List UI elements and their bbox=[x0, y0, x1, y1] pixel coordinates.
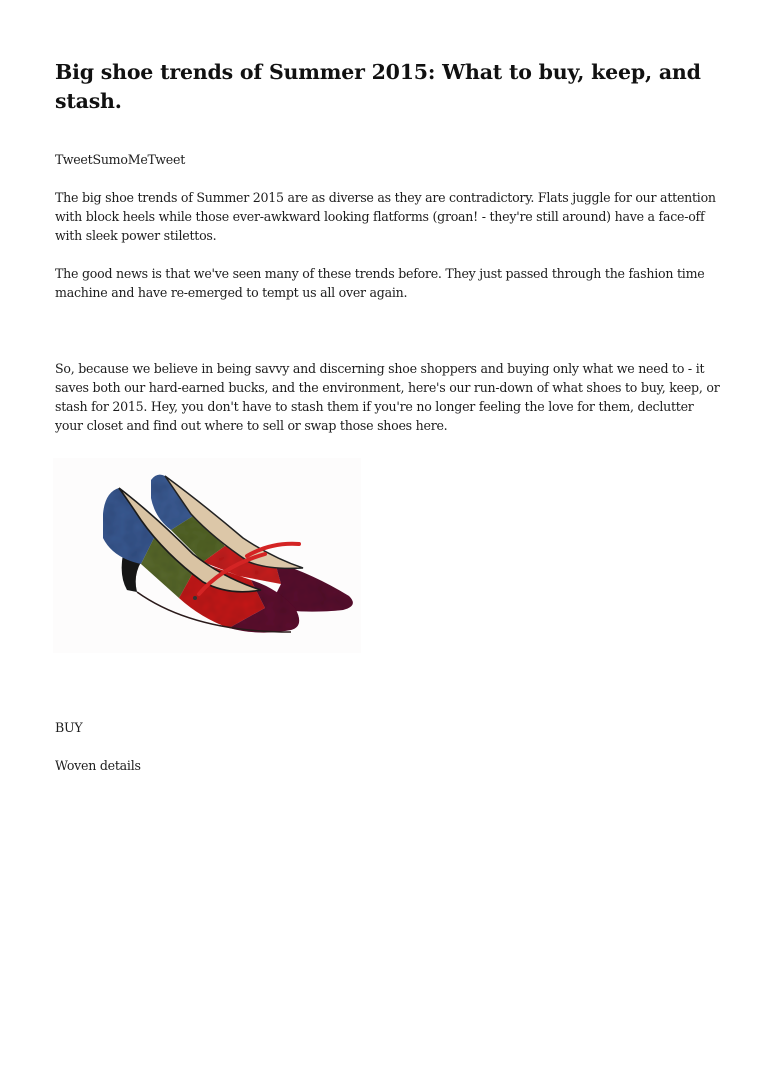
subheading-woven-details: Woven details bbox=[55, 758, 141, 773]
shoe-image bbox=[53, 458, 361, 653]
article-title: Big shoe trends of Summer 2015: What to buy, keep, and stash. bbox=[55, 60, 701, 113]
rundown-paragraph: So, because we believe in being savvy and discerning shoe shoppers and buying only what we need to - it saves both our hard-earned bucks, and the environment, here's our run-down of what shoes to buy, keep, or stash for 2015. Hey, you don't have to stash them if you're no longer feeling the love for them, declutter your closet and find out where to sell or swap those shoes here. bbox=[55, 361, 720, 433]
social-share-bar[interactable]: TweetSumoMeTweet bbox=[55, 152, 186, 167]
section-label-buy: BUY bbox=[55, 720, 83, 735]
good-news-paragraph: The good news is that we've seen many of these trends before. They just passed through the fashion time machine and have re-emerged to tempt us all over again. bbox=[55, 266, 705, 300]
velvet-pumps-illustration bbox=[53, 458, 361, 653]
intro-paragraph: The big shoe trends of Summer 2015 are as diverse as they are contradictory. Flats juggle for our attention with block heels while those ever-awkward looking flatforms (groan! - they're still around) have a face-off with sleek power stilettos. bbox=[55, 190, 716, 243]
